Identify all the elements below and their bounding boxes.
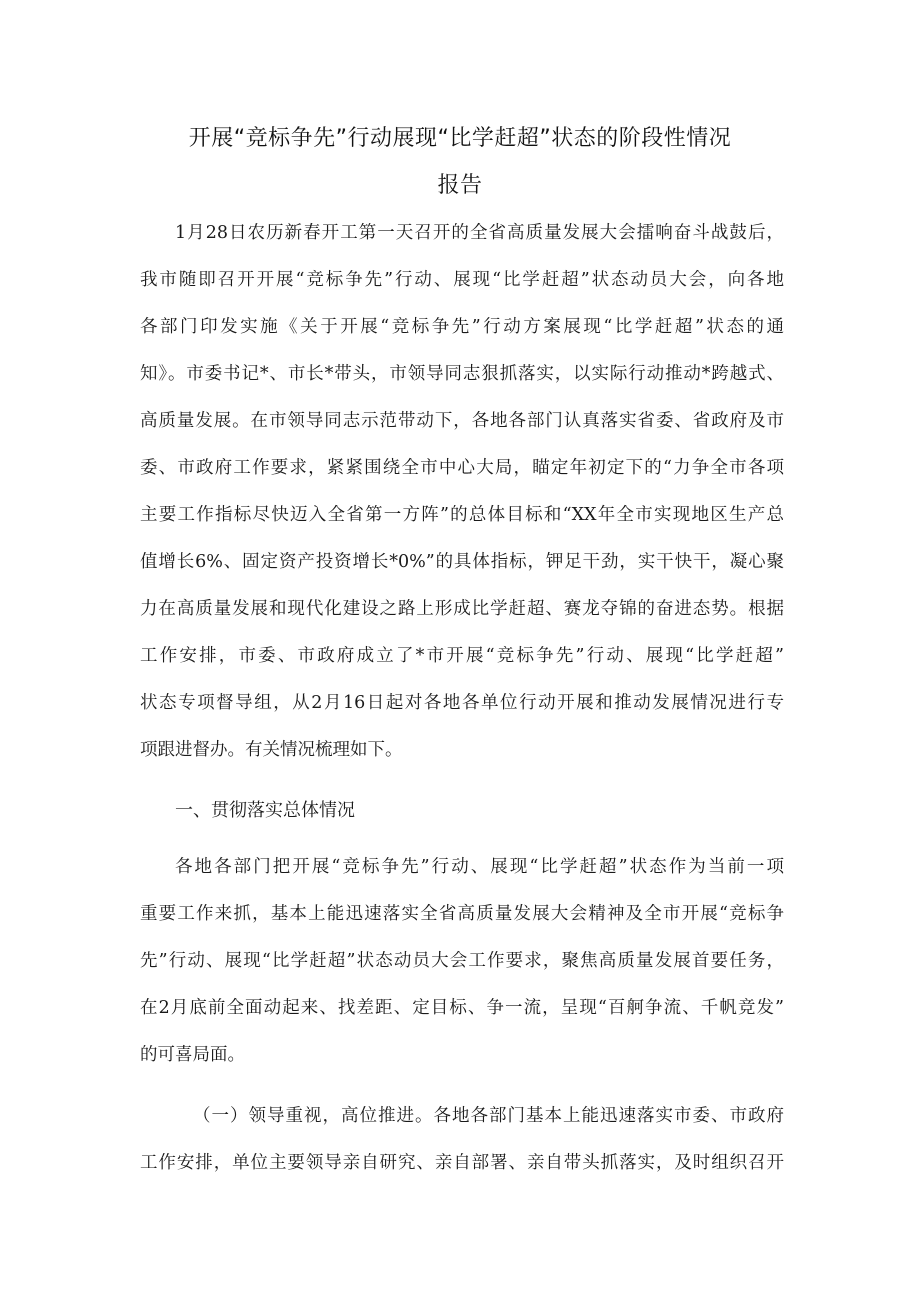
paragraph-1-line: 工作安排，市委、市政府成立了*市开展“竞标争先”行动、展现“比学赶超” — [140, 646, 784, 666]
paragraph-2-line: 在2月底前全面动起来、找差距、定目标、争一流，呈现“百舸争流、千帆竞发” — [140, 998, 784, 1018]
paragraph-2-line: 重要工作来抓，基本上能迅速落实全省高质量发展大会精神及全市开展“竞标争 — [140, 904, 784, 924]
paragraph-1-line: 我市随即召开开展“竞标争先”行动、展现“比学赶超”状态动员大会，向各地 — [140, 270, 784, 290]
paragraph-2-line: 的可喜局面。 — [140, 1045, 245, 1065]
paragraph-1-line: 值增长6%、固定资产投资增长*0%”的具体指标，钾足干劲，实干快干，凝心聚 — [140, 552, 784, 572]
paragraph-3-line: （一）领导重视，高位推进。各地各部门基本上能迅速落实市委、市政府 — [193, 1106, 784, 1126]
document-title-line-1: 开展“竞标争先”行动展现“比学赶超”状态的阶段性情况 — [188, 126, 732, 151]
paragraph-2-line: 各地各部门把开展“竞标争先”行动、展现“比学赶超”状态作为当前一项 — [175, 857, 784, 877]
paragraph-1-line: 主要工作指标尽快迈入全省第一方阵”的总体目标和“XX年全市实现地区生产总 — [140, 505, 784, 525]
paragraph-1-line: 力在高质量发展和现代化建设之路上形成比学赶超、赛龙夺锦的奋进态势。根据 — [140, 599, 784, 619]
section-1-heading: 一、贯彻落实总体情况 — [175, 800, 355, 821]
paragraph-3-line: 工作安排，单位主要领导亲自研究、亲自部署、亲自带头抓落实，及时组织召开 — [140, 1153, 784, 1173]
paragraph-1-line: 知》。市委书记*、市长*带头，市领导同志狠抓落实，以实际行动推动*跨越式、 — [140, 364, 784, 384]
paragraph-1-line: 各部门印发实施《关于开展“竞标争先”行动方案展现“比学赶超”状态的通 — [140, 317, 784, 337]
paragraph-1-line: 委、市政府工作要求，紧紧围绕全市中心大局，瞄定年初定下的“力争全市各项 — [140, 458, 784, 478]
paragraph-1-line: 状态专项督导组，从2月16日起对各地各单位行动开展和推动发展情况进行专 — [140, 693, 784, 713]
paragraph-1-line: 1月28日农历新春开工第一天召开的全省高质量发展大会擂响奋斗战鼓后， — [175, 223, 784, 243]
document-title-line-2: 报告 — [437, 173, 483, 198]
paragraph-2-line: 先”行动、展现“比学赶超”状态动员大会工作要求，聚焦高质量发展首要任务， — [140, 951, 784, 971]
paragraph-1-line: 高质量发展。在市领导同志示范带动下，各地各部门认真落实省委、省政府及市 — [140, 411, 784, 431]
paragraph-1-line: 项跟进督办。有关情况梳理如下。 — [140, 740, 403, 760]
